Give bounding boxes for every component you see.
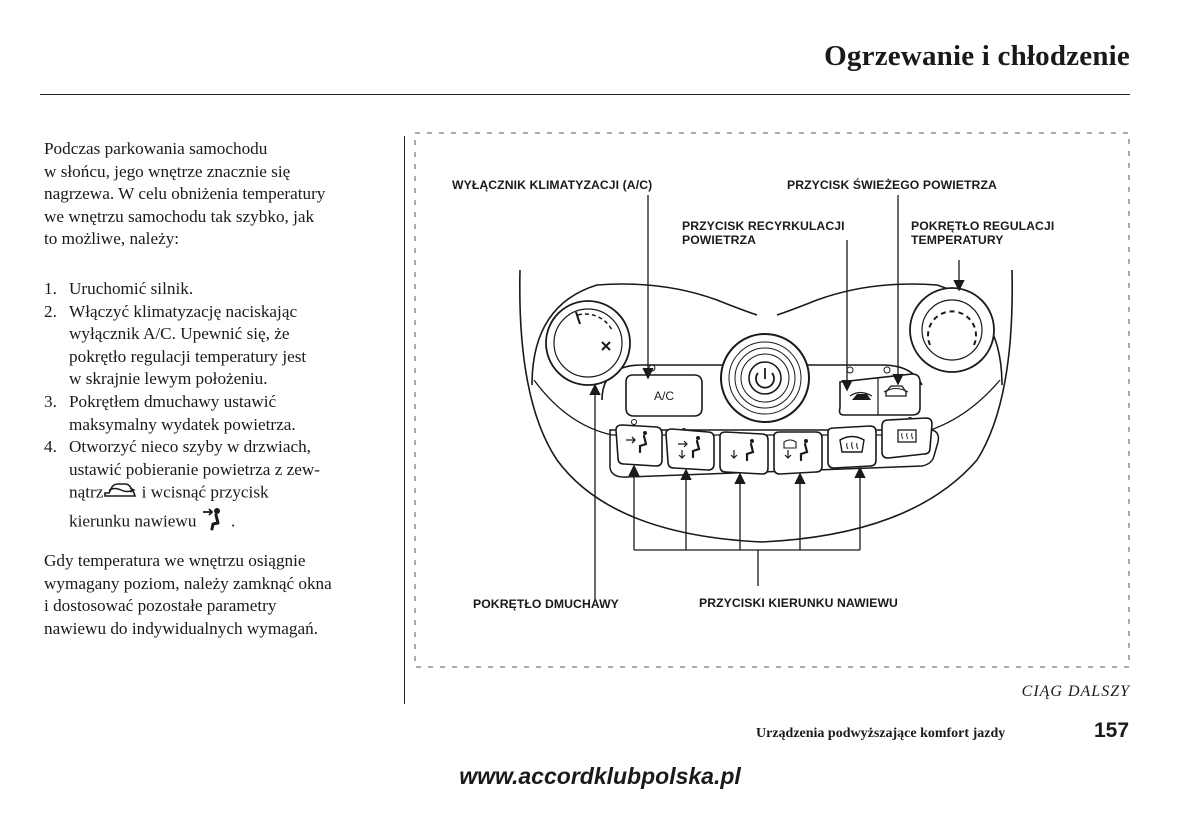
closing-paragraph bbox=[44, 550, 389, 640]
fresh-air-car-icon bbox=[103, 481, 137, 506]
intro-line: we wnętrzu samochodu tak szybko, jak bbox=[44, 206, 315, 226]
callout-recirc-button bbox=[682, 219, 845, 247]
step-line: pokrętło regulacji temperatury jest bbox=[69, 346, 307, 366]
closing-line: i dostosować pozostałe parametry bbox=[44, 596, 277, 616]
intro-line: Podczas parkowania samochodu bbox=[44, 139, 268, 158]
face-vent-icon bbox=[201, 506, 227, 539]
step-text: nątrz bbox=[69, 482, 104, 502]
step-number: 2. bbox=[44, 301, 57, 321]
step-text: . bbox=[226, 511, 236, 531]
callout-temp-line: POKRĘTŁO REGULACJI bbox=[911, 219, 1055, 233]
title-divider bbox=[40, 94, 1130, 95]
temperature-knob-icon bbox=[910, 288, 994, 372]
intro-line: to możliwe, należy: bbox=[44, 229, 180, 249]
step-line: ustawić pobieranie powietrza z zew- bbox=[69, 459, 321, 479]
continued-label: CIĄG DALSZY bbox=[1021, 683, 1130, 700]
climate-control-figure bbox=[412, 130, 1132, 670]
intro-line: w słońcu, jego wnętrze znacznie się bbox=[44, 161, 291, 181]
fan-knob-icon bbox=[546, 301, 630, 385]
step-item bbox=[44, 301, 389, 391]
step-number: 3. bbox=[44, 391, 57, 411]
callout-ac-switch: WYŁĄCZNIK KLIMATYZACJI (A/C) bbox=[452, 178, 653, 192]
step-line: Uruchomić silnik. bbox=[69, 279, 194, 298]
step-number: 4. bbox=[44, 437, 57, 457]
callout-recirc-line: PRZYCISK RECYRKULACJI bbox=[682, 219, 845, 233]
step-item bbox=[44, 436, 389, 538]
intro-paragraph bbox=[44, 138, 389, 251]
callout-temp-line: TEMPERATURY bbox=[911, 233, 1004, 247]
step-text: kierunku nawiewu bbox=[69, 511, 201, 531]
closing-line: nawiewu do indywidualnych wymagań. bbox=[44, 618, 318, 638]
footer-section-title: Urządzenia podwyższające komfort jazdy bbox=[756, 726, 1006, 741]
closing-line: wymagany poziom, należy zamknąć okna bbox=[44, 573, 332, 593]
intro-line: nagrzewa. W celu obniżenia temperatury bbox=[44, 184, 326, 204]
step-line: maksymalny wydatek powietrza. bbox=[69, 414, 296, 434]
step-line: Otworzyć nieco szyby w drzwiach, bbox=[69, 437, 311, 457]
site-url: www.accordklubpolska.pl bbox=[459, 763, 741, 789]
step-line: Pokrętłem dmuchawy ustawić bbox=[69, 391, 277, 411]
climate-panel-illustration bbox=[412, 130, 1132, 670]
steps-list bbox=[44, 278, 389, 539]
ac-button bbox=[626, 365, 702, 416]
callout-temperature-knob bbox=[911, 219, 1054, 247]
callout-fresh-air-button: PRZYCISK ŚWIEŻEGO POWIETRZA bbox=[787, 178, 997, 192]
air-source-buttons bbox=[840, 367, 921, 415]
step-line bbox=[69, 506, 389, 539]
step-number: 1. bbox=[44, 279, 57, 298]
step-item bbox=[44, 278, 389, 301]
step-line bbox=[69, 481, 389, 506]
step-text: i wcisnąć przycisk bbox=[137, 482, 269, 502]
callout-mode-buttons: PRZYCISKI KIERUNKU NAWIEWU bbox=[699, 596, 898, 610]
page-title: Ogrzewanie i chłodzenie bbox=[824, 40, 1130, 72]
mode-buttons bbox=[616, 418, 932, 474]
callout-recirc-line: POWIETRZA bbox=[682, 233, 757, 247]
step-item bbox=[44, 391, 389, 436]
power-icon bbox=[721, 334, 809, 422]
step-line: Włączyć klimatyzację naciskając bbox=[69, 301, 298, 321]
step-line: wyłącznik A/C. Upewnić się, że bbox=[69, 324, 290, 344]
closing-line: Gdy temperatura we wnętrzu osiągnie bbox=[44, 551, 306, 570]
page-number: 157 bbox=[1094, 719, 1130, 742]
callout-fan-knob: POKRĘTŁO DMUCHAWY bbox=[473, 597, 619, 611]
ac-button-label: A/C bbox=[653, 389, 675, 403]
column-divider bbox=[404, 136, 405, 704]
step-line: w skrajnie lewym położeniu. bbox=[69, 369, 268, 389]
